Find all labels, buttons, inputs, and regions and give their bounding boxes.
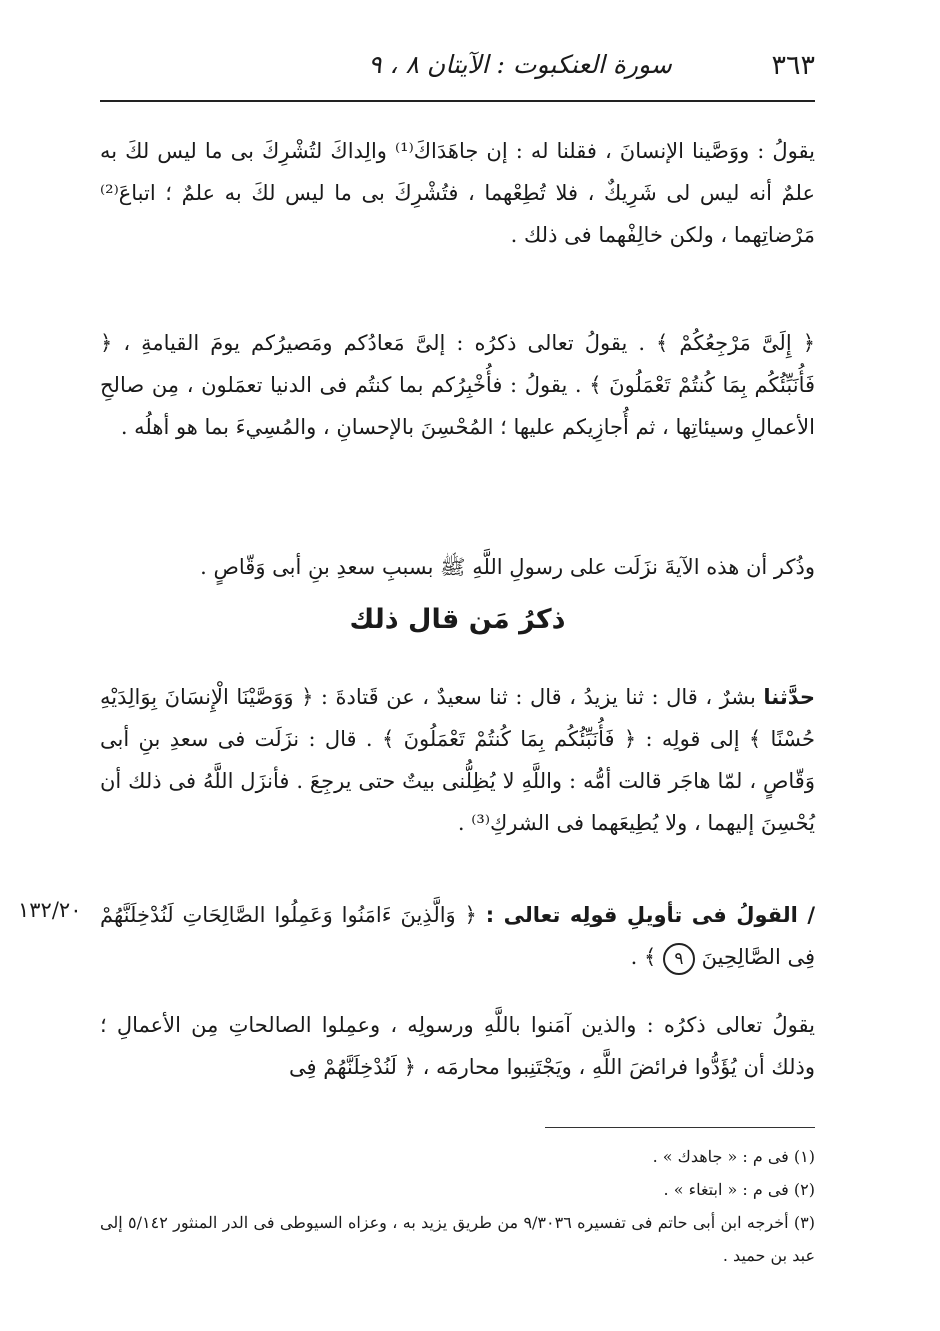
paragraph-5-end: ﴾ . [630,945,663,969]
paragraph-5-lead: / القولُ فى تأويلِ قولِه تعالى : [485,903,815,927]
verse-number-badge: ٩ [663,943,695,975]
paragraph-4-text: بشرٌ ، قال : ثنا يزيدُ ، قال : ثنا سعيدٌ ، عن قَتادةَ : ﴿ وَوَصَّيْنَا الْإِنسَانَ بِوَالِدَيْهِ حُسْنًا ﴾ إلى قولِه : ﴿ فَأُنَبِّئُكُم بِمَا كُنتُمْ تَعْمَلُونَ ﴾ . قال : نزَلَت فى سعدِ بنِ أبى وَقّاصٍ ، لمّا هاجَر قالت أمُّه : واللَّهِ لا يُظِلُّنى بيتٌ حتى يرجِعَ . فأنزَل اللَّهُ فى ذلك أن يُحْسِنَ إليهما ، ولا يُطِيعَهما فى الشركِ⁽³⁾ . [100,685,815,835]
paragraph-2: ﴿ إِلَىَّ مَرْجِعُكُمْ ﴾ . يقولُ تعالى ذكرُه : إلىَّ مَعادُكم ومَصيرُكم يومَ القيامةِ ، ﴿ فَأُنَبِّئُكُم بِمَا كُنتُمْ تَعْمَلُونَ ﴾ . يقولُ : فأُخْبِرُكم بما كنتُم فى الدنيا تعمَلون ، مِن صالحِ الأعمالِ وسيئاتِها ، ثم أُجازِيكم عليها ؛ المُحْسِنَ بالإحسانِ ، والمُسِيءَ بما هو أهلُه . [100,331,815,439]
section-heading: ذكرُ مَن قال ذلك [349,604,566,635]
paragraph-4 [100,676,815,844]
footnote-1: (١) فى م : « جاهدك » . [652,1147,815,1166]
paragraph-1: يقولُ : ووَصَّينا الإنسانَ ، فقلنا له : إن جاهَدَاكَ⁽¹⁾ والِداكَ لتُشْرِكَ بى ما ليس لكَ به علمٌ أنه ليس لى شَرِيكٌ ، فلا تُطِعْهما ، فتُشْرِكَ بى ما ليس لكَ به علمٌ ؛ اتباعَ⁽²⁾ مَرْضاتِهما ، ولكن خالِفْهما فى ذلك . [100,139,815,247]
footnotes [100,1140,815,1272]
header-divider [100,100,815,102]
footnote-2: (٢) فى م : « ابتغاء » . [663,1180,815,1199]
page-header [100,48,815,98]
running-title: سورة العنكبوت : الآيتان ٨ ، ٩ [368,50,672,79]
footnote-3: (٣) أخرجه ابن أبى حاتم فى تفسيره ٩/٣٠٣٦ من طريق يزيد به ، وعزاه السيوطى فى الدر المنثور ٥/١٤٢ إلى عبد بن حميد . [100,1213,816,1265]
paragraph-4-lead: حدَّثنا [763,685,815,709]
paragraph-3: وذُكر أن هذه الآيةَ نزَلَت على رسولِ اللَّهِ ﷺ بسببِ سعدِ بنِ أبى وَقّاصٍ . [200,555,815,579]
margin-reference: ١٣٢/٢٠ [18,898,82,922]
paragraph-5-text: ﴿ وَالَّذِينَ ءَامَنُوا وَعَمِلُوا الصَّالِحَاتِ لَنُدْخِلَنَّهُمْ فِى الصَّالِحِينَ [100,903,815,969]
paragraph-6: يقولُ تعالى ذكرُه : والذين آمَنوا باللَّهِ ورسولِه ، وعمِلوا الصالحاتِ مِن الأعمالِ ؛ وذلك أن يُؤَدُّوا فرائضَ اللَّهِ ، ويَجْتَنِبوا محارمَه ، ﴿ لَنُدْخِلَنَّهُمْ فِى [100,1013,815,1079]
page-number: ٣٦٣ [771,50,815,81]
footnote-divider [545,1127,815,1128]
paragraph-5 [100,894,815,978]
